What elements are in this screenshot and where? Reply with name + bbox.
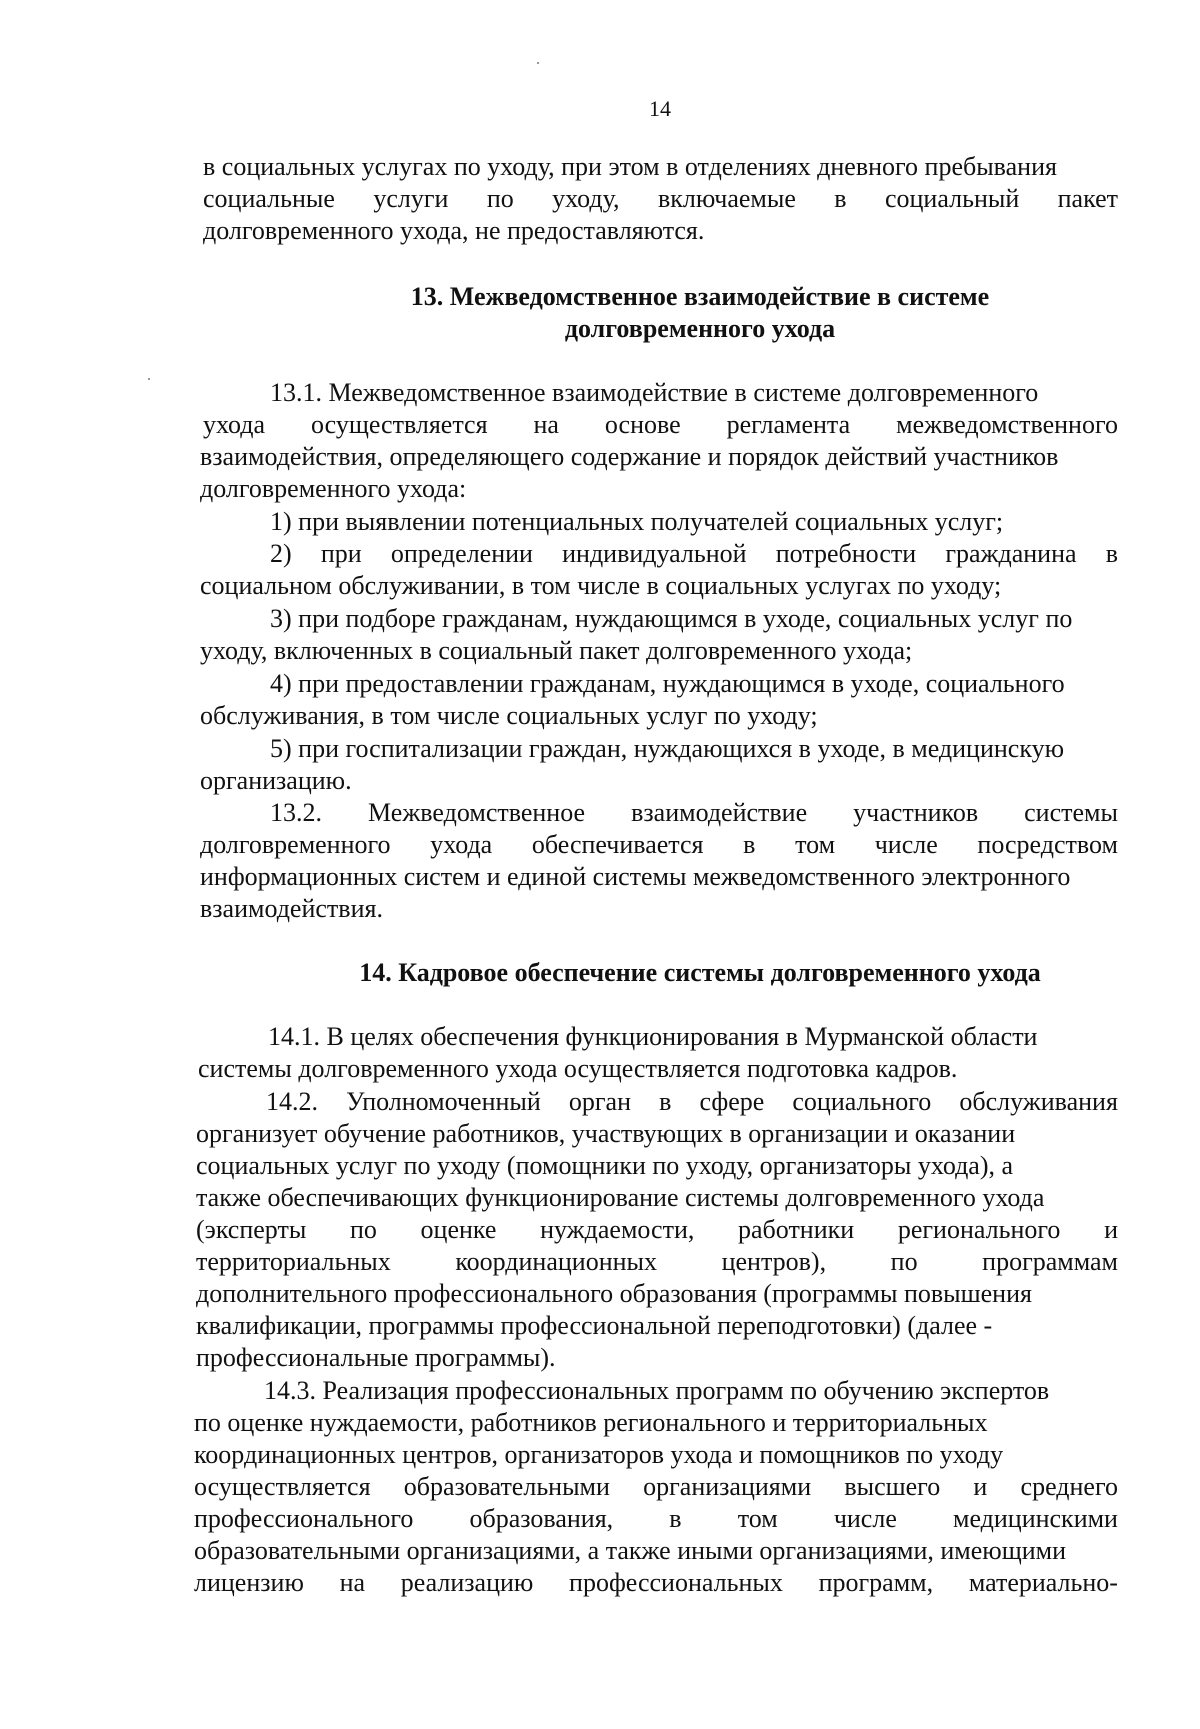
word: образовательными — [403, 1472, 610, 1501]
p142-line-1 — [266, 1087, 1118, 1117]
p142-line-8: квалификации, программы профессиональной переподготовки) (далее - — [196, 1311, 993, 1340]
scan-speck — [148, 378, 150, 380]
p131-line-2 — [203, 410, 1118, 440]
word: реализацию — [400, 1568, 534, 1597]
word: участников — [853, 798, 979, 827]
item-4-line-2: обслуживания, в том числе социальных услуг по уходу; — [200, 701, 818, 730]
word: программам — [982, 1247, 1118, 1276]
word: Межведомственное — [368, 798, 586, 827]
word: посредством — [977, 830, 1118, 859]
item-2-line-2: социальном обслуживании, в том числе в социальных услугах по уходу; — [200, 571, 1002, 600]
word: профессионального — [194, 1504, 414, 1533]
p132-line-2 — [200, 830, 1118, 860]
word: социальный — [884, 184, 1020, 213]
p131-line-3: взаимодействия, определяющего содержание и порядок действий участников — [200, 442, 1059, 471]
word: по — [890, 1247, 918, 1276]
p142-line-4: также обеспечивающих функционирование системы долговременного ухода — [196, 1183, 1045, 1212]
word: в — [669, 1504, 682, 1533]
word: сфере — [699, 1087, 765, 1116]
word: осуществляется — [310, 410, 488, 439]
p132-line-3: информационных систем и единой системы межведомственного электронного — [200, 862, 1071, 891]
p142-line-3: социальных услуг по уходу (помощники по уходу, организаторы ухода), а — [196, 1151, 1014, 1180]
word: ухода — [430, 830, 493, 859]
word: уходу, — [552, 184, 620, 213]
word: основе — [604, 410, 681, 439]
word: числе — [833, 1504, 897, 1533]
word: на — [339, 1568, 366, 1597]
intro-line-2 — [203, 184, 1118, 214]
word: пакет — [1057, 184, 1118, 213]
word: и — [973, 1472, 988, 1501]
word: долговременного — [200, 830, 391, 859]
word: межведомственного — [896, 410, 1118, 439]
item-3-line-1: 3) при подборе гражданам, нуждающимся в уходе, социальных услуг по — [270, 604, 1073, 633]
page-number: 14 — [649, 96, 671, 121]
p142-line-7: дополнительного профессионального образования (программы повышения — [196, 1279, 1032, 1308]
p142-line-2: организует обучение работников, участвующих в организации и оказании — [196, 1119, 1016, 1148]
word: в — [1105, 539, 1118, 568]
word: обеспечивается — [531, 830, 704, 859]
p143-line-1: 14.3. Реализация профессиональных программ по обучению экспертов — [264, 1376, 1050, 1405]
word: регламента — [726, 410, 851, 439]
word: регионального — [897, 1215, 1061, 1244]
word: лицензию — [194, 1568, 304, 1597]
word: организациями — [643, 1472, 812, 1501]
intro-line-3: долговременного ухода, не предоставляются. — [203, 216, 705, 245]
word: в — [743, 830, 756, 859]
scan-speck — [537, 62, 539, 64]
word: программ, — [818, 1568, 934, 1597]
word: по — [349, 1215, 377, 1244]
word: числе — [874, 830, 938, 859]
word: при — [320, 539, 362, 568]
p132-line-1 — [270, 798, 1118, 828]
word: в — [659, 1087, 672, 1116]
p143-line-2: по оценке нуждаемости, работников регионального и территориальных — [194, 1408, 988, 1437]
item-1-line-1: 1) при выявлении потенциальных получателей социальных услуг; — [270, 507, 1004, 536]
p131-line-1: 13.1. Межведомственное взаимодействие в системе долговременного — [270, 378, 1039, 407]
word: 2) — [270, 539, 292, 568]
word: 14.2. — [266, 1087, 318, 1116]
p141-line-1: 14.1. В целях обеспечения функционирования в Мурманской области — [268, 1022, 1038, 1051]
item-5-line-1: 5) при госпитализации граждан, нуждающихся в уходе, в медицинскую — [270, 734, 1065, 763]
p143-line-7 — [194, 1568, 1118, 1598]
word: работники — [738, 1215, 855, 1244]
word: Уполномоченный — [346, 1087, 541, 1116]
section-13-heading-line-2: долговременного ухода — [564, 314, 836, 343]
p131-line-4: долговременного ухода: — [200, 474, 467, 503]
word: взаимодействие — [631, 798, 808, 827]
word: по — [486, 184, 514, 213]
p143-line-5 — [194, 1504, 1118, 1534]
word: центров), — [721, 1247, 827, 1276]
word: в — [834, 184, 847, 213]
p143-line-6: образовательными организациями, а также иными организациями, имеющими — [194, 1536, 1067, 1565]
word: том — [737, 1504, 778, 1533]
word: социальные — [203, 184, 335, 213]
word: нуждаемости, — [540, 1215, 695, 1244]
p141-line-2: системы долговременного ухода осуществляется подготовка кадров. — [198, 1054, 958, 1083]
word: системы — [1024, 798, 1118, 827]
word: социального — [792, 1087, 932, 1116]
word: индивидуальной — [562, 539, 747, 568]
item-2-line-1 — [270, 539, 1118, 569]
word: координационных — [455, 1247, 658, 1276]
word: медицинскими — [952, 1504, 1118, 1533]
word: высшего — [844, 1472, 941, 1501]
p143-line-3: координационных центров, организаторов ухода и помощников по уходу — [194, 1440, 1004, 1469]
item-4-line-1: 4) при предоставлении гражданам, нуждающимся в уходе, социального — [270, 669, 1065, 698]
word: и — [1104, 1215, 1118, 1244]
p132-line-4: взаимодействия. — [200, 894, 383, 923]
word: профессиональных — [569, 1568, 783, 1597]
word: ухода — [203, 410, 266, 439]
word: включаемые — [657, 184, 796, 213]
word: (эксперты — [196, 1215, 307, 1244]
word: определении — [390, 539, 533, 568]
section-14-heading: 14. Кадровое обеспечение системы долговременного ухода — [359, 958, 1041, 987]
word: потребности — [775, 539, 917, 568]
p142-line-5 — [196, 1215, 1118, 1245]
word: оценке — [420, 1215, 497, 1244]
word: материально- — [968, 1568, 1118, 1597]
word: образования, — [469, 1504, 614, 1533]
p142-line-9: профессиональные программы). — [196, 1343, 556, 1372]
word: на — [533, 410, 559, 439]
word: среднего — [1020, 1472, 1118, 1501]
word: осуществляется — [194, 1472, 371, 1501]
p143-line-4 — [194, 1472, 1118, 1502]
word: гражданина — [945, 539, 1077, 568]
item-3-line-2: уходу, включенных в социальный пакет долговременного ухода; — [200, 636, 913, 665]
section-13-heading-line-1: 13. Межведомственное взаимодействие в системе — [410, 282, 990, 311]
word: 13.2. — [270, 798, 322, 827]
word: орган — [568, 1087, 632, 1116]
word: территориальных — [196, 1247, 391, 1276]
word: обслуживания — [959, 1087, 1118, 1116]
word: услуги — [373, 184, 449, 213]
item-5-line-2: организацию. — [200, 766, 352, 795]
intro-line-1: в социальных услугах по уходу, при этом в отделениях дневного пребывания — [203, 152, 1057, 181]
word: том — [795, 830, 836, 859]
p142-line-6 — [196, 1247, 1118, 1277]
